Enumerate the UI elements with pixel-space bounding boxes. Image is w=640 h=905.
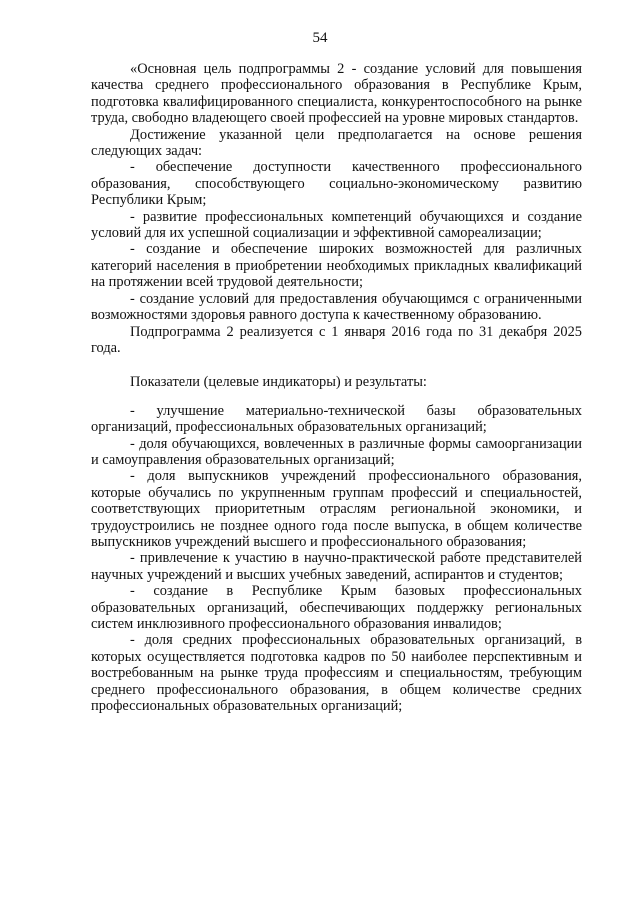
indicator-item: - создание в Республике Крым базовых профессиональных образовательных организаций, обеспечивающих поддержку региональных систем инклюзивного профессионального образования инвалидов;: [91, 583, 582, 632]
spacer: [91, 391, 582, 403]
page-body: [91, 61, 582, 714]
task-item: - создание и обеспечение широких возможностей для различных категорий населения в приобретении необходимых прикладных квалификаций на протяжении всей трудовой деятельности;: [91, 241, 582, 291]
task-item: - создание условий для предоставления обучающимся с ограниченными возможностями здоровья равного доступа к качественному образованию.: [91, 290, 582, 324]
indicator-item: - доля средних профессиональных образовательных организаций, в которых осуществляется подготовка кадров по 50 наиболее перспективным и востребованным на рынке труда профессиям и специальностям, требующим среднего профессионального образования, в общем количестве средних профессиональных образовательных организаций;: [91, 632, 582, 715]
paragraph-period: Подпрограмма 2 реализуется с 1 января 2016 года по 31 декабря 2025 года.: [91, 323, 582, 356]
indicators-heading: Показатели (целевые индикаторы) и результаты:: [130, 374, 427, 391]
indicator-item: - доля выпускников учреждений профессионального образования, которые обучались по укрупненным группам профессий и специальностей, соответствующих приоритетным отраслям региональной экономики, и трудоустроились не позднее одного года после выпуска, в общем количестве выпускников учреждений высшего и профессионального образования;: [91, 468, 582, 550]
spacer: [91, 356, 582, 374]
task-item: - развитие профессиональных компетенций обучающихся и создание условий для их успешной социализации и эффективной самореализации;: [91, 208, 582, 242]
page-number: 54: [312, 30, 328, 46]
paragraph-tasks-intro: Достижение указанной цели предполагается на основе решения следующих задач:: [91, 126, 582, 160]
indicator-item: - доля обучающихся, вовлеченных в различные формы самоорганизации и самоуправления образовательных организаций;: [91, 435, 582, 468]
indicator-item: - привлечение к участию в научно-практической работе представителей научных учреждений и высших учебных заведений, аспирантов и студентов;: [91, 550, 582, 583]
indicator-item: - улучшение материально-технической базы образовательных организаций, профессиональных образовательных организаций;: [91, 402, 582, 436]
task-item: - обеспечение доступности качественного профессионального образования, способствующего социально-экономическому развитию Республики Крым;: [91, 159, 582, 209]
paragraph-goal: «Основная цель подпрограммы 2 - создание условий для повышения качества среднего профессионального образования в Республике Крым, подготовка квалифицированного специалиста, конкурентоспособного на рынке труда, свободно владеющего своей профессией на уровне мировых стандартов.: [91, 61, 582, 127]
